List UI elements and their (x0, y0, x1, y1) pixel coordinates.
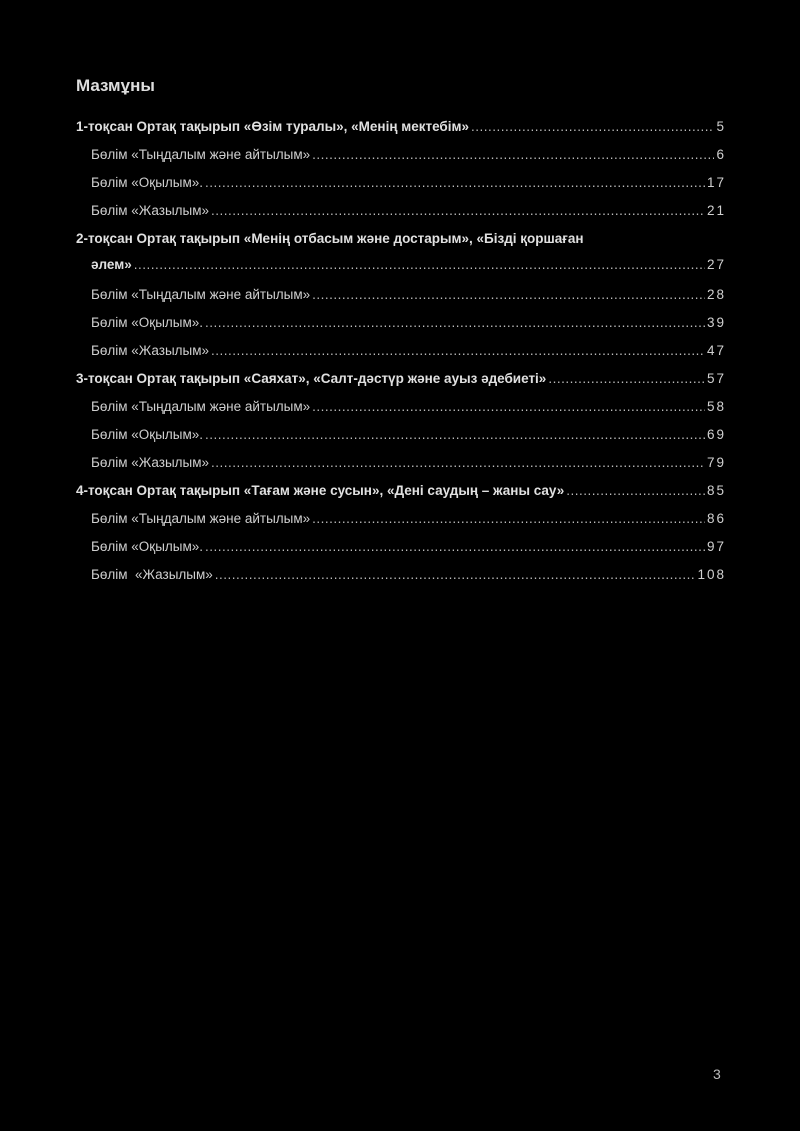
dot-leader (205, 310, 705, 336)
toc-section-reading-2[interactable] (76, 310, 724, 338)
toc-chapter-3[interactable] (76, 366, 724, 394)
toc-section-writing-1[interactable] (76, 198, 724, 226)
toc-entry-page: 27 (706, 257, 726, 272)
toc-entry-page: 47 (706, 343, 726, 358)
dot-leader (134, 252, 705, 278)
toc-entry-title: Бөлім «Тыңдалым және айтылым» (91, 511, 311, 526)
dot-leader (548, 366, 705, 392)
dot-leader (211, 198, 705, 224)
dot-leader (205, 170, 705, 196)
toc-entry-page: 21 (706, 203, 726, 218)
toc-section-listening-3[interactable] (76, 394, 724, 422)
toc-entry-title: Бөлім «Жазылым» (91, 455, 210, 470)
toc-entry-title: Бөлім «Тыңдалым және айтылым» (91, 399, 311, 414)
toc-chapter-4[interactable] (76, 478, 724, 506)
toc-entry-title: Бөлім «Тыңдалым және айтылым» (91, 287, 311, 302)
toc-section-writing-4[interactable] (76, 562, 724, 590)
toc-section-writing-3[interactable] (76, 450, 724, 478)
toc-entry-page: 6 (716, 147, 726, 162)
toc-entry-title-line2: әлем» (91, 257, 132, 272)
toc-entry-page: 57 (706, 371, 726, 386)
dot-leader (312, 142, 714, 168)
dot-leader (312, 394, 705, 420)
toc-entry-page: 85 (706, 483, 726, 498)
dot-leader (471, 114, 714, 140)
toc-entry-title: Бөлім «Жазылым» (91, 343, 210, 358)
toc-entry-page: 5 (716, 119, 726, 134)
toc-entry-title: 4-тоқсан Ортақ тақырып «Тағам және сусын», «Дені саудың – жаны сау» (76, 483, 565, 498)
toc-entry-title: Бөлім «Жазылым» (91, 567, 213, 582)
toc-entry-page: 28 (706, 287, 726, 302)
toc-entry-title: Бөлім «Тыңдалым және айтылым» (91, 147, 311, 162)
toc-entry-title: Бөлім «Оқылым». (91, 315, 204, 330)
dot-leader (215, 562, 696, 588)
toc-entry-page: 58 (706, 399, 726, 414)
toc-chapter-1[interactable] (76, 114, 724, 142)
dot-leader (312, 506, 705, 532)
toc-entry-title: 1-тоқсан Ортақ тақырып «Өзім туралы», «Менің мектебім» (76, 119, 470, 134)
dot-leader (211, 450, 705, 476)
toc-chapter-2[interactable] (76, 226, 724, 282)
table-of-contents (76, 114, 724, 590)
toc-entry-title: Бөлім «Оқылым». (91, 427, 204, 442)
toc-entry-page: 39 (706, 315, 726, 330)
toc-entry-page: 86 (706, 511, 726, 526)
dot-leader (566, 478, 705, 504)
toc-entry-title: Бөлім «Оқылым». (91, 539, 204, 554)
toc-section-listening-2[interactable] (76, 282, 724, 310)
toc-section-reading-3[interactable] (76, 422, 724, 450)
toc-entry-page: 108 (697, 567, 726, 582)
toc-section-reading-1[interactable] (76, 170, 724, 198)
toc-entry-page: 97 (706, 539, 726, 554)
toc-entry-title: Бөлім «Жазылым» (91, 203, 210, 218)
toc-section-reading-4[interactable] (76, 534, 724, 562)
page-number: 3 (713, 1066, 721, 1082)
toc-entry-page: 79 (706, 455, 726, 470)
toc-entry-title: 3-тоқсан Ортақ тақырып «Саяхат», «Салт-дәстүр және ауыз әдебиеті» (76, 371, 547, 386)
toc-section-listening-4[interactable] (76, 506, 724, 534)
toc-title: Мазмұны (76, 76, 155, 95)
toc-entry-title: Бөлім «Оқылым». (91, 175, 204, 190)
toc-section-listening-1[interactable] (76, 142, 724, 170)
dot-leader (205, 422, 705, 448)
dot-leader (205, 534, 705, 560)
dot-leader (312, 282, 705, 308)
toc-section-writing-2[interactable] (76, 338, 724, 366)
toc-entry-page: 69 (706, 427, 726, 442)
toc-entry-title-line1: 2-тоқсан Ортақ тақырып «Менің отбасым және достарым», «Бізді қоршаған (76, 231, 584, 246)
dot-leader (211, 338, 705, 364)
toc-entry-page: 17 (706, 175, 726, 190)
